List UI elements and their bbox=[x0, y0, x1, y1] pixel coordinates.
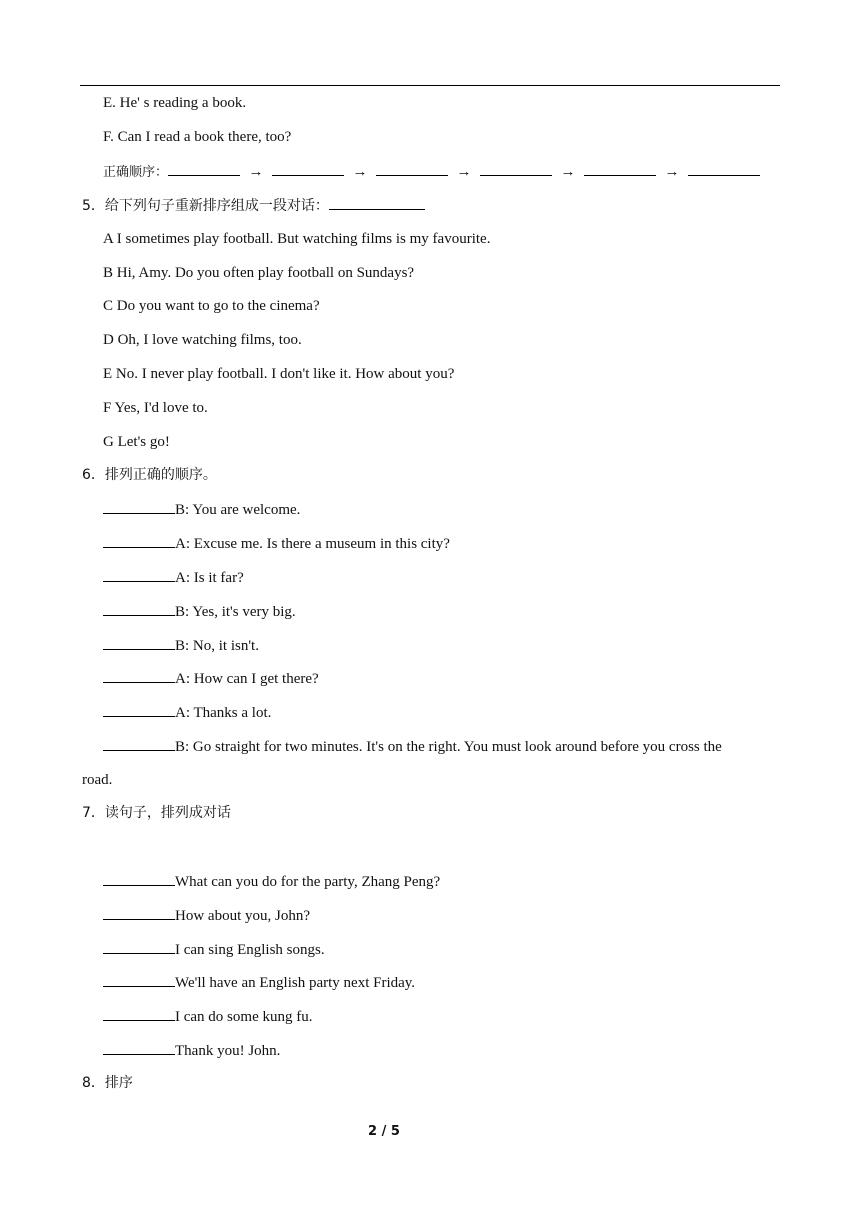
answer-blank[interactable] bbox=[103, 567, 175, 582]
arrow-icon: → bbox=[664, 164, 680, 180]
q7-line: I can do some kung fu. bbox=[103, 1006, 312, 1027]
answer-blank[interactable] bbox=[272, 161, 344, 176]
arrow-icon: → bbox=[560, 164, 576, 180]
q6-line: B: Yes, it's very big. bbox=[103, 601, 296, 622]
answer-blank[interactable] bbox=[168, 161, 240, 176]
answer-blank[interactable] bbox=[103, 499, 175, 514]
answer-blank[interactable] bbox=[103, 972, 175, 987]
order-label: 正确顺序： bbox=[103, 165, 169, 180]
q7-line: Thank you! John. bbox=[103, 1040, 280, 1061]
q6-line: A: Thanks a lot. bbox=[103, 702, 271, 723]
q6-line: A: Excuse me. Is there a museum in this city? bbox=[103, 533, 450, 554]
question-7-title: 7．读句子，排列成对话 bbox=[82, 805, 231, 821]
q6-line: A: Is it far? bbox=[103, 567, 244, 588]
answer-blank[interactable] bbox=[584, 161, 656, 176]
order-answer-row bbox=[103, 161, 760, 183]
q5-line-g: G Let's go! bbox=[103, 434, 170, 450]
q5-line-f: F Yes, I'd love to. bbox=[103, 400, 208, 416]
q6-line: A: How can I get there? bbox=[103, 668, 319, 689]
q6-line: B: Go straight for two minutes. It's on the right. You must look around before you cross the bbox=[103, 736, 722, 757]
answer-blank[interactable] bbox=[480, 161, 552, 176]
q5-line-d: D Oh, I love watching films, too. bbox=[103, 332, 302, 348]
header-rule bbox=[80, 85, 780, 86]
arrow-icon: → bbox=[352, 164, 368, 180]
q5-line-a: A I sometimes play football. But watching films is my favourite. bbox=[103, 231, 491, 247]
question-5-title: 5．给下列句子重新排序组成一段对话： bbox=[82, 195, 425, 216]
option-e: E. He' s reading a book. bbox=[103, 95, 247, 111]
answer-blank[interactable] bbox=[688, 161, 760, 176]
q6-line: B: You are welcome. bbox=[103, 499, 300, 520]
q7-line: How about you, John? bbox=[103, 905, 310, 926]
answer-blank[interactable] bbox=[103, 905, 175, 920]
answer-blank[interactable] bbox=[103, 1006, 175, 1021]
q5-line-b: B Hi, Amy. Do you often play football on Sundays? bbox=[103, 265, 415, 281]
arrow-icon: → bbox=[456, 164, 472, 180]
arrow-icon: → bbox=[248, 164, 264, 180]
answer-blank[interactable] bbox=[103, 871, 175, 886]
question-6-title: 6．排列正确的顺序。 bbox=[82, 467, 217, 483]
answer-blank[interactable] bbox=[376, 161, 448, 176]
answer-blank[interactable] bbox=[103, 668, 175, 683]
page-number: 2 / 5 bbox=[368, 1124, 400, 1139]
q5-line-e: E No. I never play football. I don't like it. How about you? bbox=[103, 366, 455, 382]
answer-blank[interactable] bbox=[103, 702, 175, 717]
q7-line: I can sing English songs. bbox=[103, 939, 325, 960]
answer-blank[interactable] bbox=[103, 939, 175, 954]
q6-line: B: No, it isn't. bbox=[103, 635, 259, 656]
question-8-title: 8．排序 bbox=[82, 1075, 133, 1091]
q5-line-c: C Do you want to go to the cinema? bbox=[103, 298, 320, 314]
q6-line-continuation: road. bbox=[82, 772, 113, 788]
answer-blank[interactable] bbox=[329, 195, 425, 210]
answer-blank[interactable] bbox=[103, 1040, 175, 1055]
answer-blank[interactable] bbox=[103, 533, 175, 548]
answer-blank[interactable] bbox=[103, 601, 175, 616]
q7-line: We'll have an English party next Friday. bbox=[103, 972, 415, 993]
answer-blank[interactable] bbox=[103, 736, 175, 751]
answer-blank[interactable] bbox=[103, 635, 175, 650]
option-f: F. Can I read a book there, too? bbox=[103, 129, 292, 145]
q7-line: What can you do for the party, Zhang Peng? bbox=[103, 871, 440, 892]
